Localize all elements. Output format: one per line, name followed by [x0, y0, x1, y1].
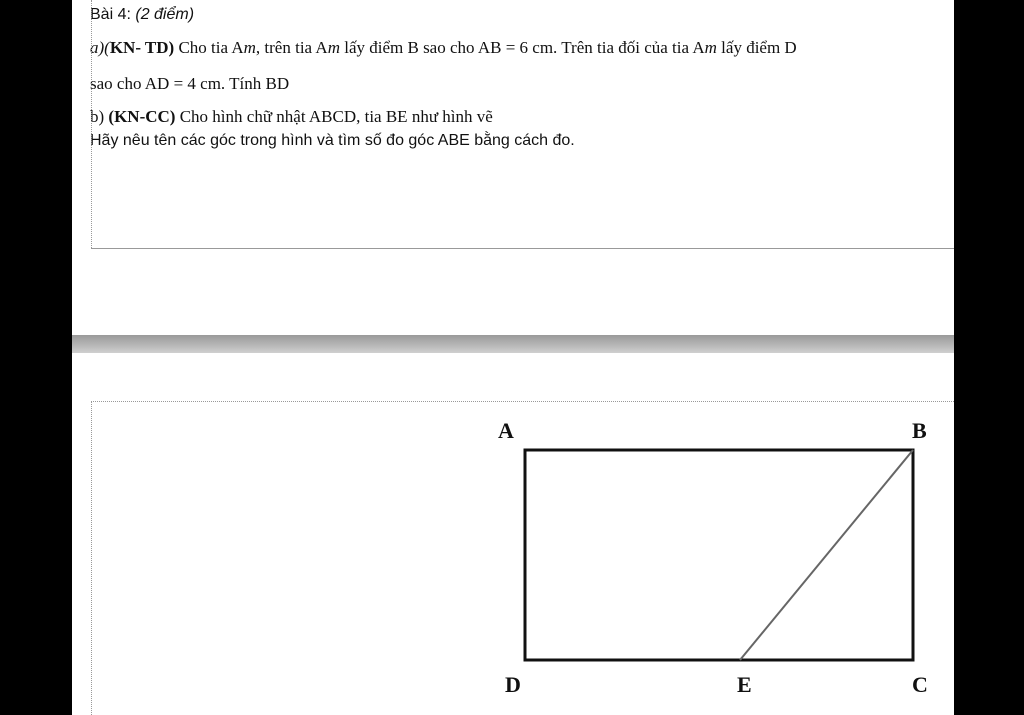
part-b-line-2: Hãy nêu tên các góc trong hình và tìm số đo góc ABE bằng cách đo. [90, 132, 575, 149]
label-d: D [505, 672, 521, 697]
ray-be [740, 450, 913, 660]
part-a-text-1: Cho tia A [174, 38, 244, 57]
part-a-m2: m [327, 38, 340, 57]
part-a-text-3: lấy điểm B sao cho AB = 6 cm. Trên tia đối của tia A [339, 38, 705, 57]
title-label: Bài 4: [90, 6, 136, 23]
part-a-prefix: a)( [90, 38, 110, 57]
label-a: A [498, 418, 514, 443]
title-points: (2 điểm) [135, 6, 195, 23]
rectangle-abcd [525, 450, 913, 660]
label-b: B [912, 418, 927, 443]
part-a-m3: m [704, 38, 717, 57]
part-b-tag: (KN-CC) [108, 107, 176, 126]
part-a-text-4: lấy điểm D [716, 38, 797, 57]
part-a-m1: m [243, 38, 256, 57]
part-a-tag: KN- TD) [109, 38, 175, 57]
label-c: C [912, 672, 928, 697]
part-a-text-2: , trên tia A [255, 38, 328, 57]
part-b-prefix: b) [90, 107, 109, 126]
part-b-text: Cho hình chữ nhật ABCD, tia BE như hình vẽ [175, 107, 493, 126]
part-a-line-2: sao cho AD = 4 cm. Tính BD [90, 74, 290, 93]
label-e: E [737, 672, 752, 697]
